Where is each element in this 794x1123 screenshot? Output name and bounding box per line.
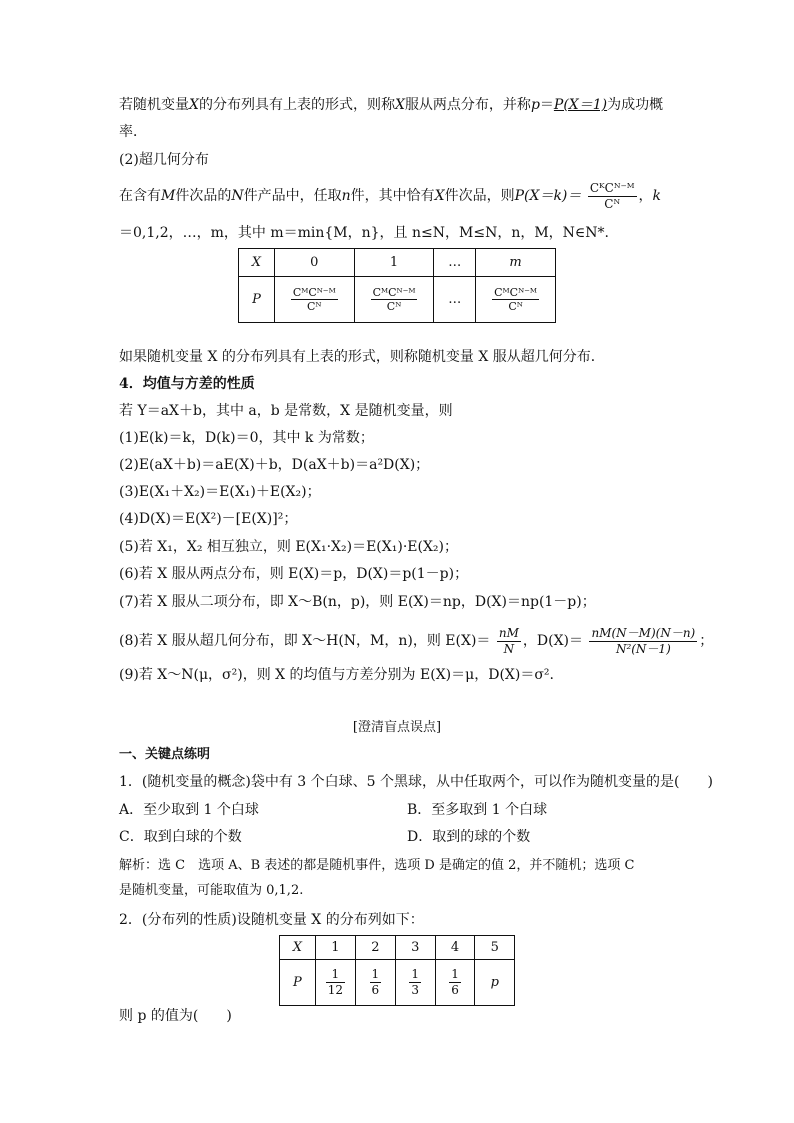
table-cell: …	[434, 249, 476, 277]
table-cell: $\frac{1}{3}$	[395, 960, 435, 1006]
table-cell: $\frac{1}{6}$	[435, 960, 475, 1006]
table-cell: p	[475, 960, 515, 1006]
table-cell: P	[280, 960, 316, 1006]
option-c: C．取到白球的个数	[119, 829, 242, 845]
property-item: (1)E(k)＝k，D(k)＝0，其中 k 为常数；	[119, 430, 374, 446]
table-cell: 3	[395, 936, 435, 960]
distribution-table	[279, 935, 515, 1006]
table-cell: $\frac{\text{CᴹCᴺ⁻ᴹ}}{\text{Cᴺ}}$	[476, 277, 556, 323]
table-cell: $\frac{\text{CᴹCᴺ⁻ᴹ}}{\text{Cᴺ}}$	[274, 277, 354, 323]
question-2-stem: 2．(分布列的性质)设随机变量 X 的分布列如下：	[119, 912, 424, 928]
hypergeometric-definition-cont: ＝0,1,2，…，m，其中 m＝min{M，n}，且 n≤N，M≤N，n，M，N∈N*.	[119, 225, 609, 241]
section-heading: [澄清盲点误点]	[352, 720, 442, 735]
option-b: B．至多取到 1 个白球	[407, 802, 548, 818]
option-a: A．至少取到 1 个白球	[119, 802, 259, 818]
section-mean-variance: 4．均值与方差的性质	[119, 376, 255, 392]
table-cell: X	[239, 249, 275, 277]
table-cell: 1	[354, 249, 434, 277]
table-cell: …	[434, 277, 476, 323]
property-item: (3)E(X₁＋X₂)＝E(X₁)＋E(X₂)；	[119, 484, 321, 500]
hypergeometric-definition: 在含有M件次品的N件产品中，任取n件，其中恰有X件次品，则P(X＝k)＝ $\frac{\text{CᴷCᴺ⁻ᴹ}}{\text{Cᴺ}}$ ，k	[119, 180, 662, 211]
table-cell: 0	[274, 249, 354, 277]
property-item: (5)若 X₁，X₂ 相互独立，则 E(X₁·X₂)＝E(X₁)·E(X₂)；	[119, 539, 458, 555]
table-cell: $\frac{\text{CᴹCᴺ⁻ᴹ}}{\text{Cᴺ}}$	[354, 277, 434, 323]
table-cell: 5	[475, 936, 515, 960]
hypergeometric-formula: $\frac{\text{CᴷCᴺ⁻ᴹ}}{\text{Cᴺ}}$	[589, 180, 635, 211]
solution-text: 解析：选 C 选项 A、B 表述的都是随机事件，选项 D 是确定的值 2，并不随机；选项 C	[119, 858, 635, 873]
question-1-stem: 1．(随机变量的概念)袋中有 3 个白球、5 个黑球，从中任取两个，可以作为随机变量的是( )	[119, 774, 713, 790]
table-cell: X	[280, 936, 316, 960]
hypergeometric-conclusion: 如果随机变量 X 的分布列具有上表的形式，则称随机变量 X 服从超几何分布．	[119, 349, 605, 365]
property-item: (4)D(X)＝E(X²)－[E(X)]²；	[119, 511, 298, 527]
hypergeometric-table	[238, 248, 556, 323]
mean-variance-intro: 若 Y＝aX＋b，其中 a，b 是常数，X 是随机变量，则	[119, 403, 453, 419]
property-item: (6)若 X 服从两点分布，则 E(X)＝p，D(X)＝p(1－p)；	[119, 566, 469, 582]
property-item: (8)若 X 服从超几何分布，即 X～H(N，M，n)，则 E(X)＝ $\frac{nM}{N}$ ，D(X)＝ $\frac{nM(N-M)(N-n)}{\text{N²(N－1)}}$ ；	[119, 625, 714, 656]
two-point-definition: 若随机变量X的分布列具有上表的形式，则称X服从两点分布，并称p＝P(X＝1)为成功概	[119, 97, 664, 113]
two-point-definition-cont: 率．	[119, 124, 147, 140]
property-item: (2)E(aX＋b)＝aE(X)＋b，D(aX＋b)＝a²D(X)；	[119, 457, 430, 473]
table-cell: 4	[435, 936, 475, 960]
table-cell: $\frac{1}{6}$	[355, 960, 395, 1006]
table-cell: P	[239, 277, 275, 323]
table-cell: 1	[315, 936, 355, 960]
property-item: (7)若 X 服从二项分布，即 X～B(n，p)，则 E(X)＝np，D(X)＝np(1－p)；	[119, 594, 596, 610]
table-cell: m	[476, 249, 556, 277]
table-cell: 2	[355, 936, 395, 960]
question-2-ask: 则 p 的值为( )	[119, 1008, 232, 1024]
solution-text-cont: 是随机变量，可能取值为 0,1,2.	[119, 883, 304, 898]
part-heading: 一、关键点练明	[119, 747, 211, 762]
table-cell: $\frac{1}{12}$	[315, 960, 355, 1006]
section-hypergeometric: (2)超几何分布	[119, 152, 209, 168]
option-d: D．取到的球的个数	[407, 829, 531, 845]
property-item: (9)若 X～N(μ，σ²)，则 X 的均值与方差分别为 E(X)＝μ，D(X)＝σ².	[119, 667, 554, 683]
